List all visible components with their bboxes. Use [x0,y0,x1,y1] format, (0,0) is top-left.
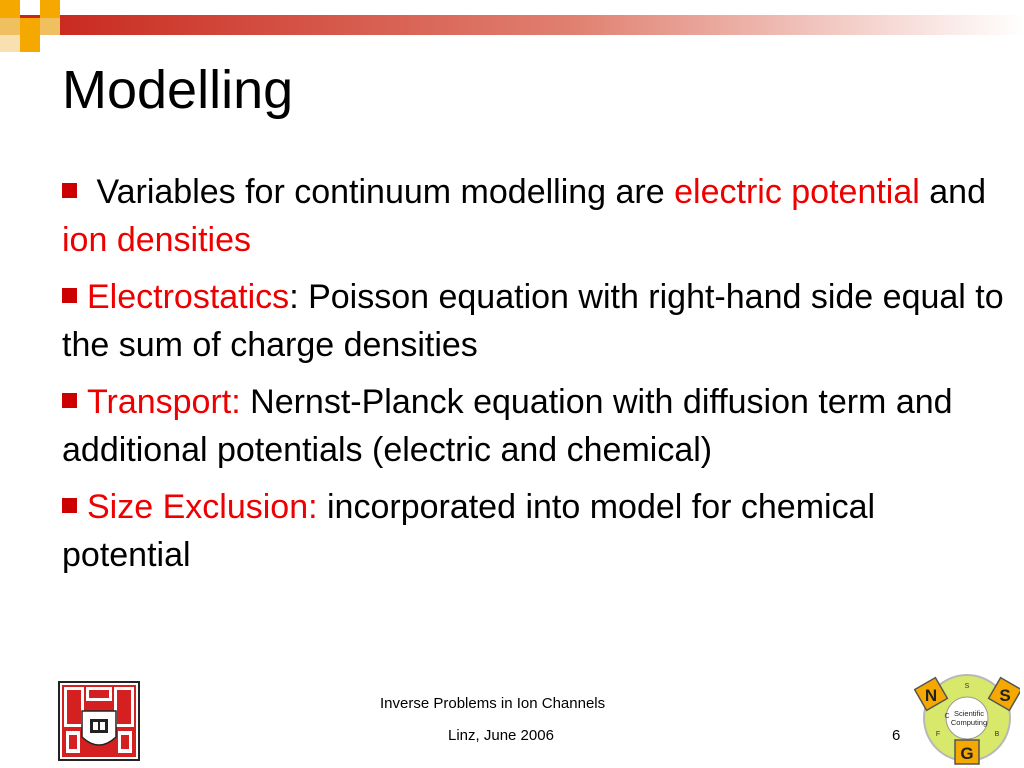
highlight-size-exclusion: Size Exclusion: [87,488,318,526]
logo-center-line1: Scientific [953,709,985,718]
logo-letter-s-right: S [999,686,1011,705]
highlight-electric-potential: electric potential [674,173,920,211]
logo-letter-b: B [994,731,1000,738]
footer-date: Linz, June 2006 [448,727,554,744]
highlight-ion-densities: ion densities [62,221,252,259]
logo-letter-c: C [944,713,950,720]
bullet-square-icon [62,393,77,408]
slide-title: Modelling [62,60,294,120]
bullet-text: Nernst-Planck equation with diffusion term and additional potentials (electric and chemical) [62,383,953,469]
bullet-square-icon [62,288,77,303]
bullet-square-icon [62,183,77,198]
bullet-text: Variables for continuum modelling are [87,173,675,211]
logo-letter-s-top: S [964,683,970,690]
bullet-item-electrostatics [62,273,1012,369]
logo-letter-f: F [935,731,941,738]
bullet-square-icon [62,498,77,513]
bullet-item-size-exclusion [62,483,1012,579]
logo-center-line2: Computing [950,718,988,727]
bullet-text: incorporated into model for chemical potential [62,488,876,574]
slide-number: 6 [892,727,901,744]
header-decoration [0,0,1024,60]
bullet-item-variables [62,168,1012,264]
highlight-electrostatics: Electrostatics [87,278,290,316]
highlight-transport: Transport: [87,383,241,421]
bullet-item-transport [62,378,1012,474]
bullet-text: : Poisson equation with right-hand side equal to the sum of charge densities [62,278,1004,364]
logo-letter-g: G [960,744,974,763]
scientific-computing-logo-icon [914,668,1020,768]
footer-presentation-title: Inverse Problems in Ion Channels [380,695,606,712]
logo-letter-n: N [924,686,938,705]
bullet-text: and [919,173,986,211]
university-logo-icon [58,681,140,761]
slide-content [62,168,1012,588]
